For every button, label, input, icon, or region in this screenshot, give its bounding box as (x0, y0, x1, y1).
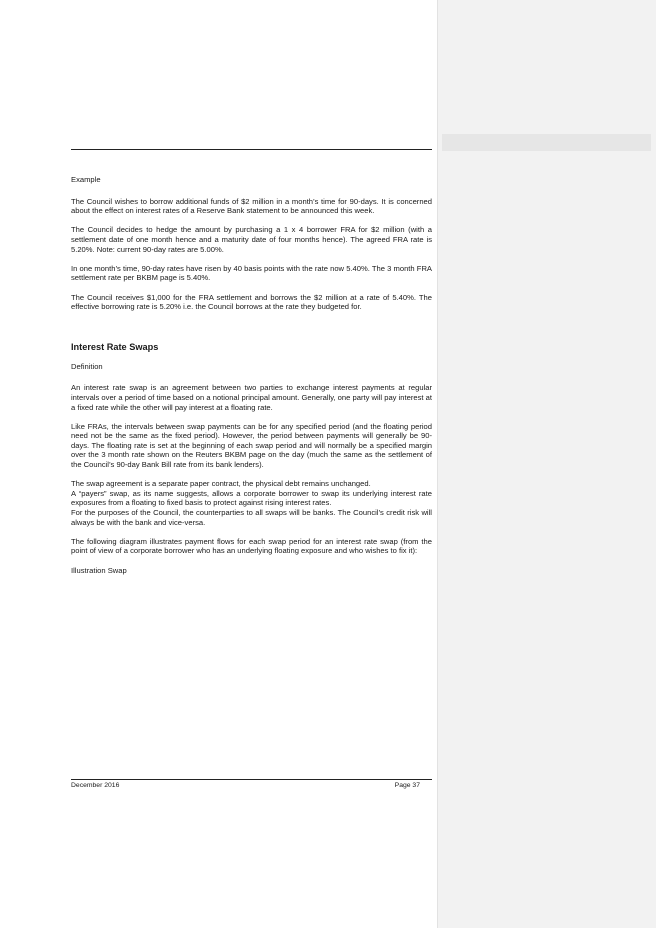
example-paragraph: In one month’s time, 90-day rates have risen by 40 basis points with the rate now 5.40%. The 3 month FRA settlement rate per BKBM page is 5.40%. (71, 263, 432, 283)
swap-paragraph: An interest rate swap is an agreement between two parties to exchange interest payments at regular intervals over a period of time based on a notional principal amount. Generally, one party will pay interest at a fixed rate while the other will pay interest at a floating rate. (71, 383, 432, 412)
header-rule (71, 149, 432, 150)
example-paragraph: The Council decides to hedge the amount by purchasing a 1 x 4 borrower FRA for $2 million (with a settlement date of one month hence and a maturity date of four months hence). The agreed FRA rate is 5.20%. Note: current 90-day rates are 5.00%. (71, 225, 432, 254)
swap-paragraph: The following diagram illustrates payment flows for each swap period for an interest rate swap (from the point of view of a corporate borrower who has an underlying floating exposure and who wishes to fix it): (71, 536, 432, 556)
footer-rule (71, 779, 432, 780)
comment-balloon[interactable] (442, 134, 651, 151)
section-heading: Interest Rate Swaps (71, 341, 159, 352)
swap-paragraph: For the purposes of the Council, the counterparties to all swaps will be banks. The Council’s credit risk will always be with the bank and vice-versa. (71, 508, 432, 527)
example-label: Example (71, 175, 101, 184)
swap-paragraph: Like FRAs, the intervals between swap payments can be for any specified period (and the floating period need not be the same as the fixed period). However, the period between payments will generally be 90-days. The floating rate is set at the beginning of each swap period and will normally be a specified margin over the 3 month rate shown on the Reuters BKBM page on the day (much the same as the settlement of the Council’s 90-day Bank Bill rate from its bank lenders). (71, 421, 432, 470)
example-paragraph: The Council receives $1,000 for the FRA settlement and borrows the $2 million at a rate of 5.40%. The effective borrowing rate is 5.20% i.e. the Council borrows at the rate they budgeted for. (71, 292, 432, 312)
swap-paragraph: The swap agreement is a separate paper contract, the physical debt remains unchanged. (71, 479, 371, 489)
footer-page-number: Page 37 (394, 782, 420, 789)
example-paragraph: The Council wishes to borrow additional funds of $2 million in a month’s time for 90-days. It is concerned about the effect on interest rates of a Reserve Bank statement to be announced this week. (71, 196, 432, 216)
swap-paragraph: A “payers” swap, as its name suggests, allows a corporate borrower to swap its underlying interest rate exposures from a floating to fixed basis to protect against rising interest rates. (71, 488, 432, 508)
definition-label: Definition (71, 361, 103, 371)
illustration-label: Illustration Swap (71, 565, 127, 575)
page-content (71, 175, 432, 587)
footer-date: December 2016 (71, 782, 120, 789)
